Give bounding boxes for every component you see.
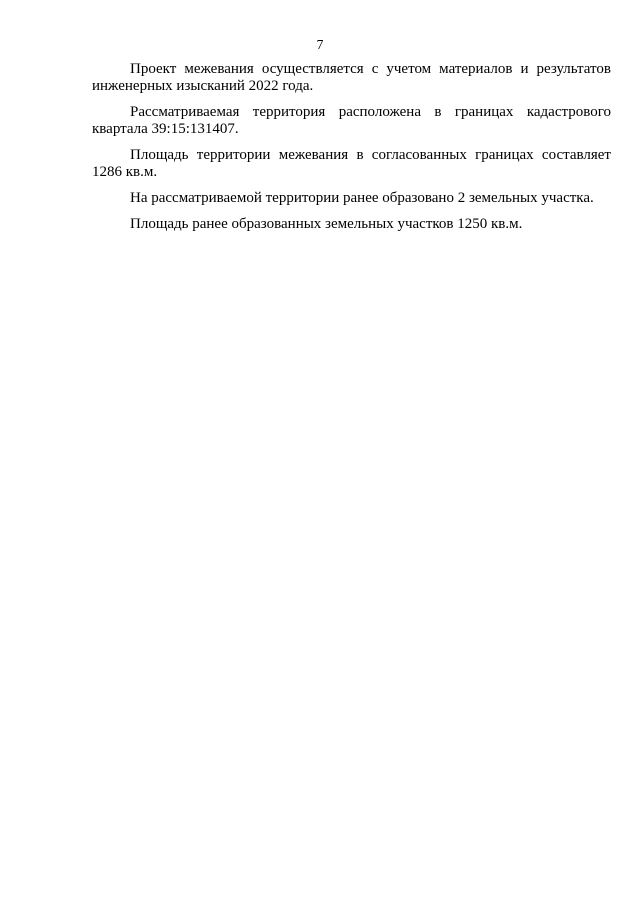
document-body [92,61,611,242]
paragraph-cadastral-quarter: Рассматриваемая территория расположена в границах кадастрового квартала 39:15:131407. [92,104,611,137]
page-number: 7 [316,37,324,52]
paragraph-land-plots-count: На рассматриваемой территории ранее образовано 2 земельных участка. [130,190,594,206]
paragraph-land-plots-area: Площадь ранее образованных земельных участков 1250 кв.м. [130,216,523,232]
paragraph-territory-area: Площадь территории межевания в согласованных границах составляет 1286 кв.м. [92,147,611,180]
paragraph-survey-materials: Проект межевания осуществляется с учетом материалов и результатов инженерных изысканий 2022 года. [92,61,611,94]
